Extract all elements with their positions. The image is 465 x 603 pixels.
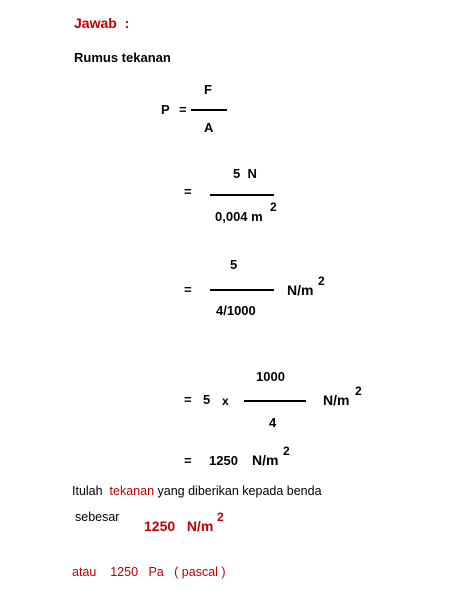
step3-exponent: 2: [355, 384, 362, 398]
step4-exponent: 2: [283, 444, 290, 458]
step4-unit: N/m: [252, 452, 279, 468]
step4-equals: =: [184, 453, 192, 468]
step1-equals: =: [184, 184, 192, 199]
equals-sign: =: [179, 102, 187, 117]
step2-unit: N/m: [287, 282, 314, 298]
step1-fraction-bar: [210, 194, 274, 196]
alternative-answer: atau 1250 Pa ( pascal ): [72, 565, 226, 579]
step3-factor: 5: [203, 392, 211, 407]
area-denominator: A: [204, 120, 214, 135]
conclusion-prefix: Itulah: [72, 484, 103, 498]
step3-denominator: 4: [269, 415, 277, 430]
step2-equals: =: [184, 282, 192, 297]
formula-title: Rumus tekanan: [74, 50, 171, 65]
sebesar-label: sebesar: [75, 510, 120, 524]
result-value: 1250 N/m: [144, 518, 214, 534]
pressure-symbol: P: [161, 102, 170, 117]
force-numerator: F: [204, 82, 212, 97]
step2-denominator: 4/1000: [216, 303, 256, 318]
step1-numerator: 5 N: [233, 166, 257, 181]
step3-numerator: 1000: [256, 369, 285, 384]
step3-equals: =: [184, 392, 192, 407]
answer-heading: Jawab :: [74, 15, 130, 31]
step3-unit: N/m: [323, 392, 350, 408]
step2-numerator: 5: [230, 257, 238, 272]
result-exponent: 2: [217, 510, 224, 524]
conclusion-suffix: yang diberikan kepada benda: [157, 484, 322, 498]
conclusion-keyword: tekanan: [109, 484, 155, 498]
conclusion-line: [72, 485, 322, 498]
step2-fraction-bar: [210, 289, 274, 291]
step4-value: 1250: [209, 453, 238, 468]
step1-exponent: 2: [270, 200, 277, 214]
fraction-bar: [191, 109, 227, 111]
step1-denominator: 0,004 m: [215, 209, 263, 224]
step3-fraction-bar: [244, 400, 306, 402]
step3-times: x: [222, 394, 229, 408]
step2-exponent: 2: [318, 274, 325, 288]
